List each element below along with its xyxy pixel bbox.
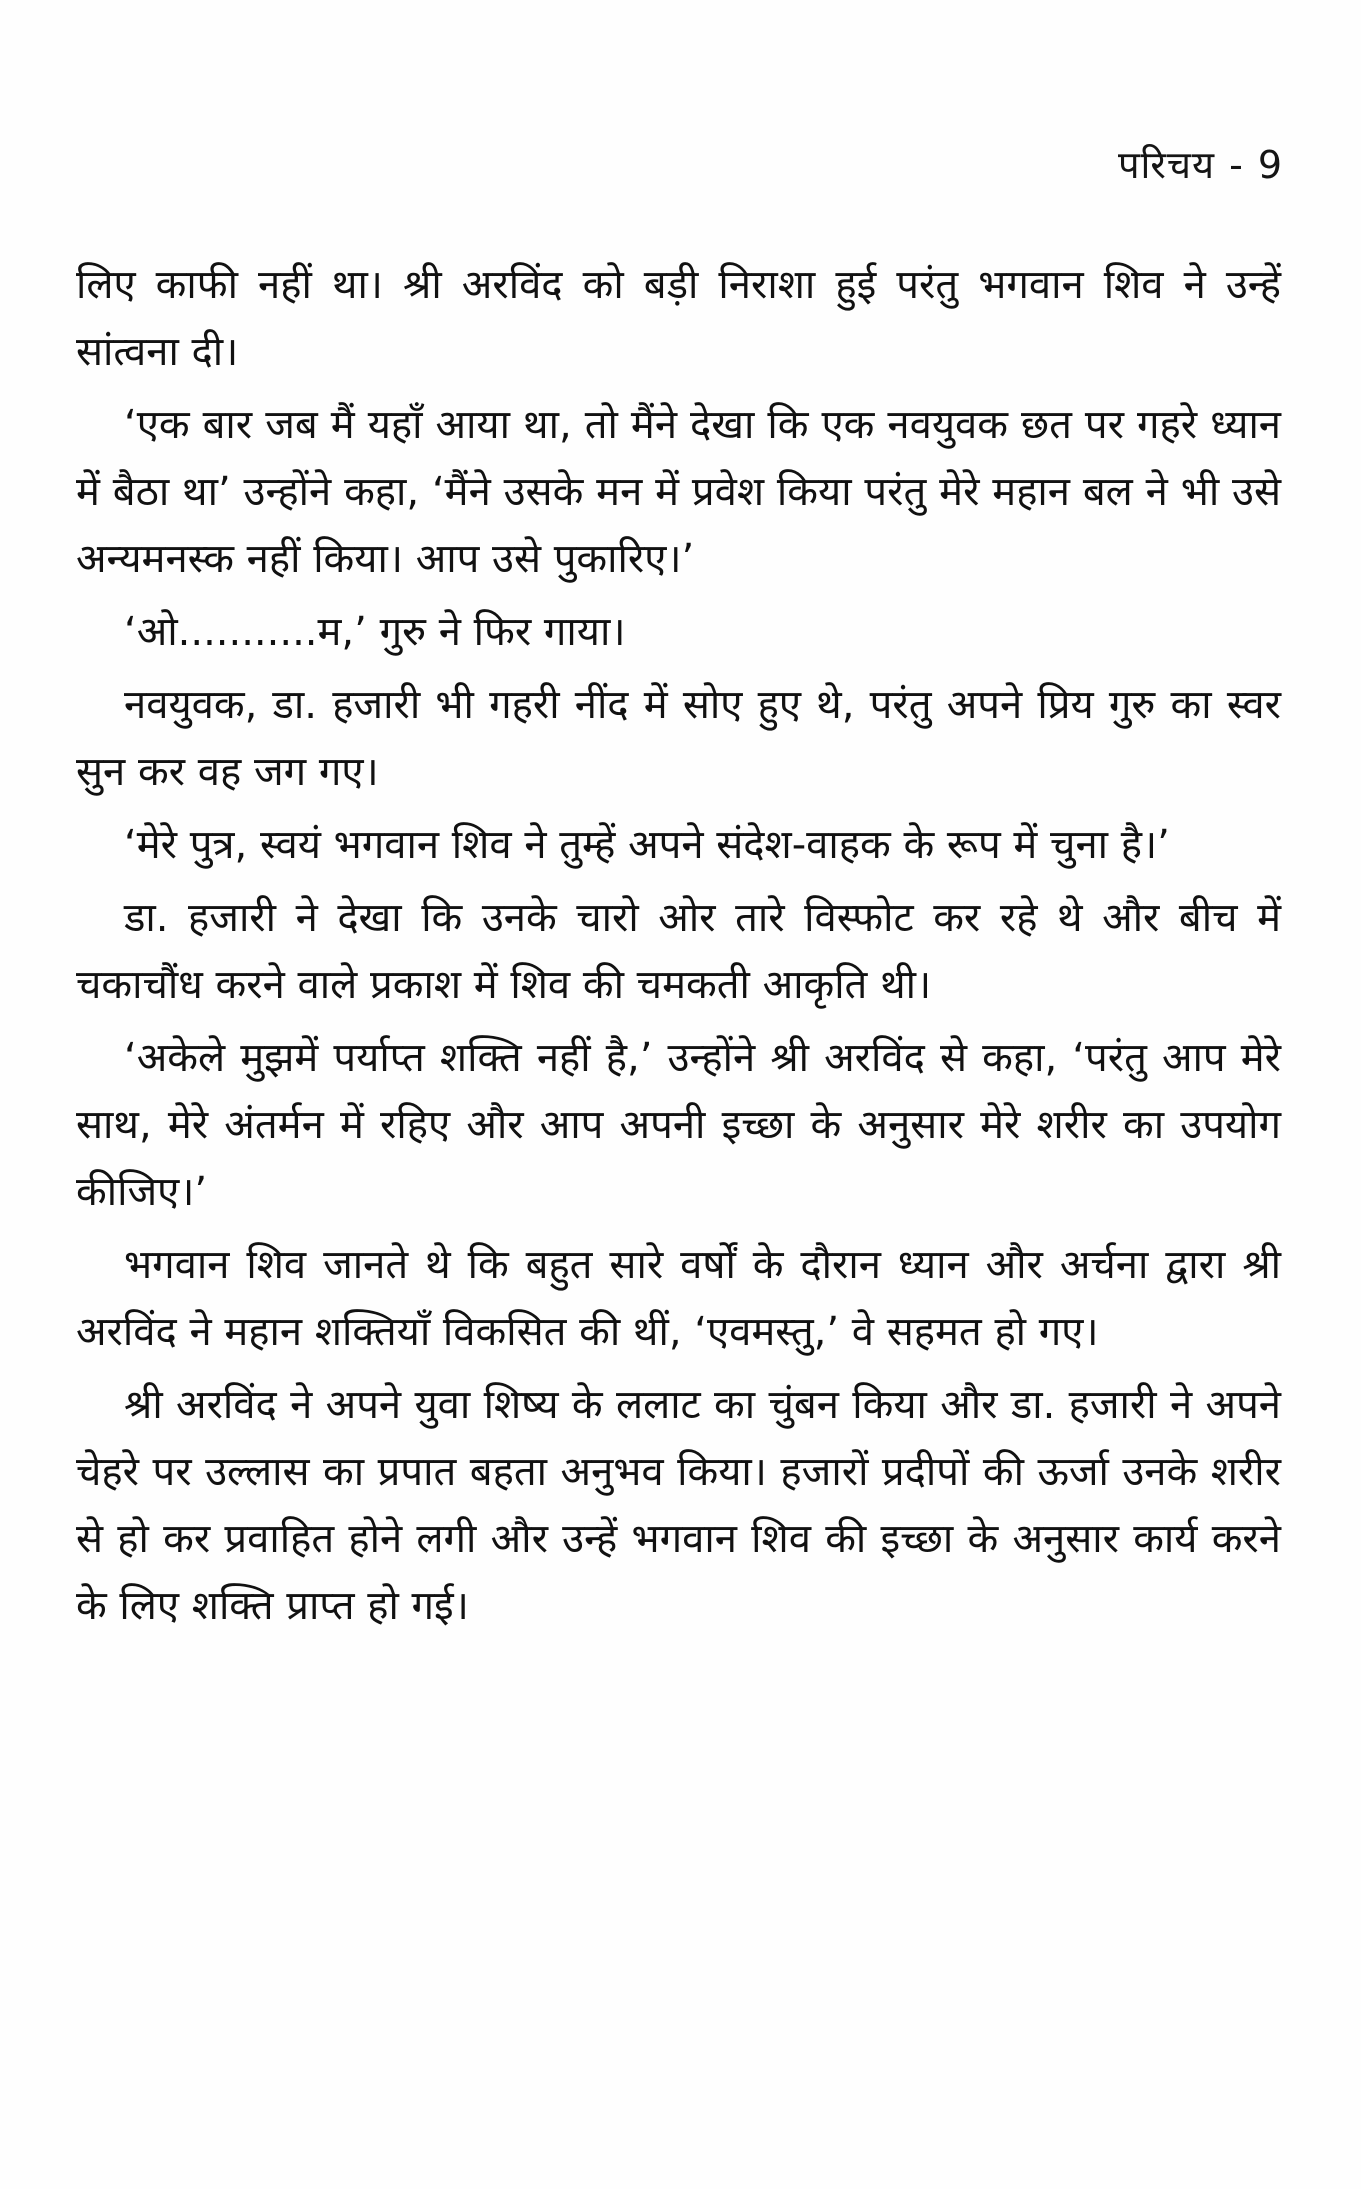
paragraph: नवयुवक, डा. हजारी भी गहरी नींद में सोए हुए थे, परंतु अपने प्रिय गुरु का स्वर सुन कर वह जग गए। xyxy=(76,682,1281,795)
paragraph: ‘ओ...........म,’ गुरु ने फिर गाया। xyxy=(124,609,626,655)
running-head xyxy=(1118,140,1283,190)
paragraph: डा. हजारी ने देखा कि उनके चारो ओर तारे विस्फोट कर रहे थे और बीच में चकाचौंध करने वाले प्रकाश में शिव की चमकती आकृति थी। xyxy=(76,895,1281,1008)
body-text xyxy=(76,252,1281,1646)
paragraph: श्री अरविंद ने अपने युवा शिष्य के ललाट का चुंबन किया और डा. हजारी ने अपने चेहरे पर उल्लास का प्रपात बहता अनुभव किया। हजारों प्रदीपों की ऊर्जा उनके शरीर से हो कर प्रवाहित होने लगी और उन्हें भगवान शिव की इच्छा के अनुसार कार्य करने के लिए शक्ति प्राप्त हो गई। xyxy=(76,1382,1281,1629)
paragraph: ‘मेरे पुत्र, स्वयं भगवान शिव ने तुम्हें अपने संदेश-वाहक के रूप में चुना है।’ xyxy=(124,822,1170,868)
paragraph: ‘एक बार जब मैं यहाँ आया था, तो मैंने देखा कि एक नवयुवक छत पर गहरे ध्यान में बैठा था’ उन्होंने कहा, ‘मैंने उसके मन में प्रवेश किया परंतु मेरे महान बल ने भी उसे अन्यमनस्क नहीं किया। आप उसे पुकारिए।’ xyxy=(76,402,1281,582)
paragraph: भगवान शिव जानते थे कि बहुत सारे वर्षों के दौरान ध्यान और अर्चना द्वारा श्री अरविंद ने महान शक्तियाँ विकसित की थीं, ‘एवमस्तु,’ वे सहमत हो गए। xyxy=(76,1242,1281,1355)
section-title: परिचय xyxy=(1117,143,1216,187)
paragraph-continued: लिए काफी नहीं था। श्री अरविंद को बड़ी निराशा हुई परंतु भगवान शिव ने उन्हें सांत्वना दी। xyxy=(76,262,1282,375)
header-separator: - xyxy=(1229,143,1244,187)
paragraph: ‘अकेले मुझमें पर्याप्त शक्ति नहीं है,’ उन्होंने श्री अरविंद से कहा, ‘परंतु आप मेरे साथ, मेरे अंतर्मन में रहिए और आप अपनी इच्छा के अनुसार मेरे शरीर का उपयोग कीजिए।’ xyxy=(76,1035,1281,1215)
page-number: 9 xyxy=(1257,143,1283,187)
